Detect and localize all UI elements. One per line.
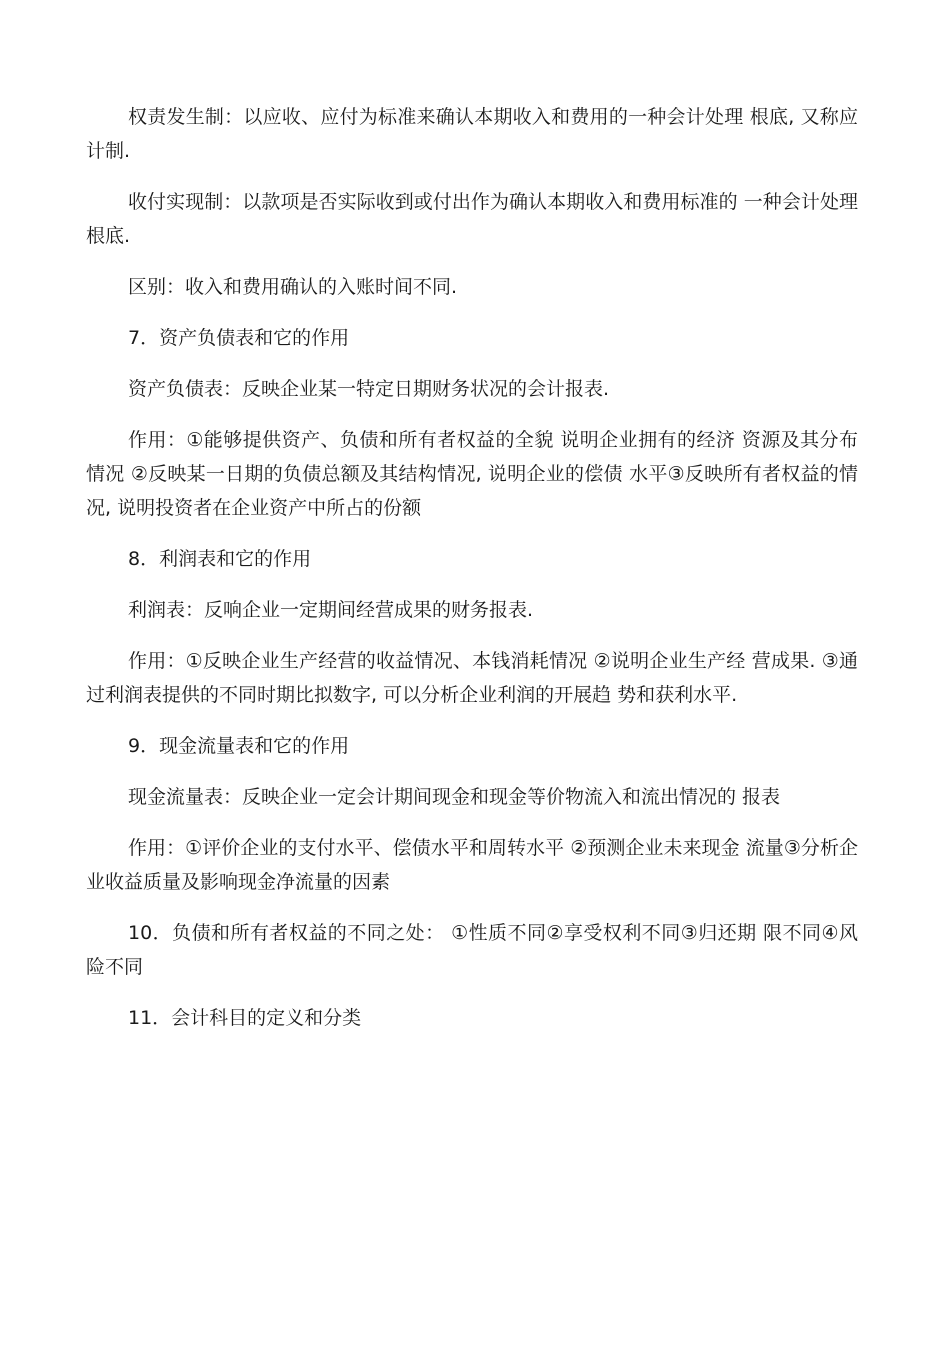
income-statement-definition: 利润表：反响企业一定期间经营成果的财务报表.	[128, 599, 534, 621]
section-9-heading: 9．现金流量表和它的作用	[128, 735, 350, 757]
section-7-heading: 7．资产负债表和它的作用	[128, 327, 350, 349]
document-body	[86, 100, 858, 1052]
cash-flow-definition: 现金流量表：反映企业一定会计期间现金和现金等价物流入和流出情况的 报表	[128, 786, 781, 808]
income-statement-function: 作用：①反映企业生产经营的收益情况、本钱消耗情况 ②说明企业生产经 营成果. ③通过利润表提供的不同时期比拟数字, 可以分析企业利润的开展趋 势和获利水平.	[86, 650, 858, 706]
section-10-liabilities-vs-equity: 10．负债和所有者权益的不同之处： ①性质不同②享受权利不同③归还期 限不同④风险不同	[86, 922, 858, 978]
basis-difference: 区别：收入和费用确认的入账时间不同.	[128, 276, 458, 298]
section-8-heading: 8．利润表和它的作用	[128, 548, 312, 570]
cash-basis-definition: 收付实现制：以款项是否实际收到或付出作为确认本期收入和费用标准的 一种会计处理根底.	[86, 191, 858, 247]
section-11-heading: 11．会计科目的定义和分类	[128, 1007, 362, 1029]
cash-flow-function: 作用：①评价企业的支付水平、偿债水平和周转水平 ②预测企业未来现金 流量③分析企业收益质量及影响现金净流量的因素	[86, 837, 858, 893]
balance-sheet-function: 作用：①能够提供资产、负债和所有者权益的全貌 说明企业拥有的经济 资源及其分布情况 ②反映某一日期的负债总额及其结构情况, 说明企业的偿债 水平③反映所有者权益的情况, 说明投资者在企业资产中所占的份额	[86, 429, 858, 519]
accrual-basis-definition: 权责发生制：以应收、应付为标准来确认本期收入和费用的一种会计处理 根底, 又称应计制.	[86, 106, 858, 162]
balance-sheet-definition: 资产负债表：反映企业某一特定日期财务状况的会计报表.	[128, 378, 610, 400]
